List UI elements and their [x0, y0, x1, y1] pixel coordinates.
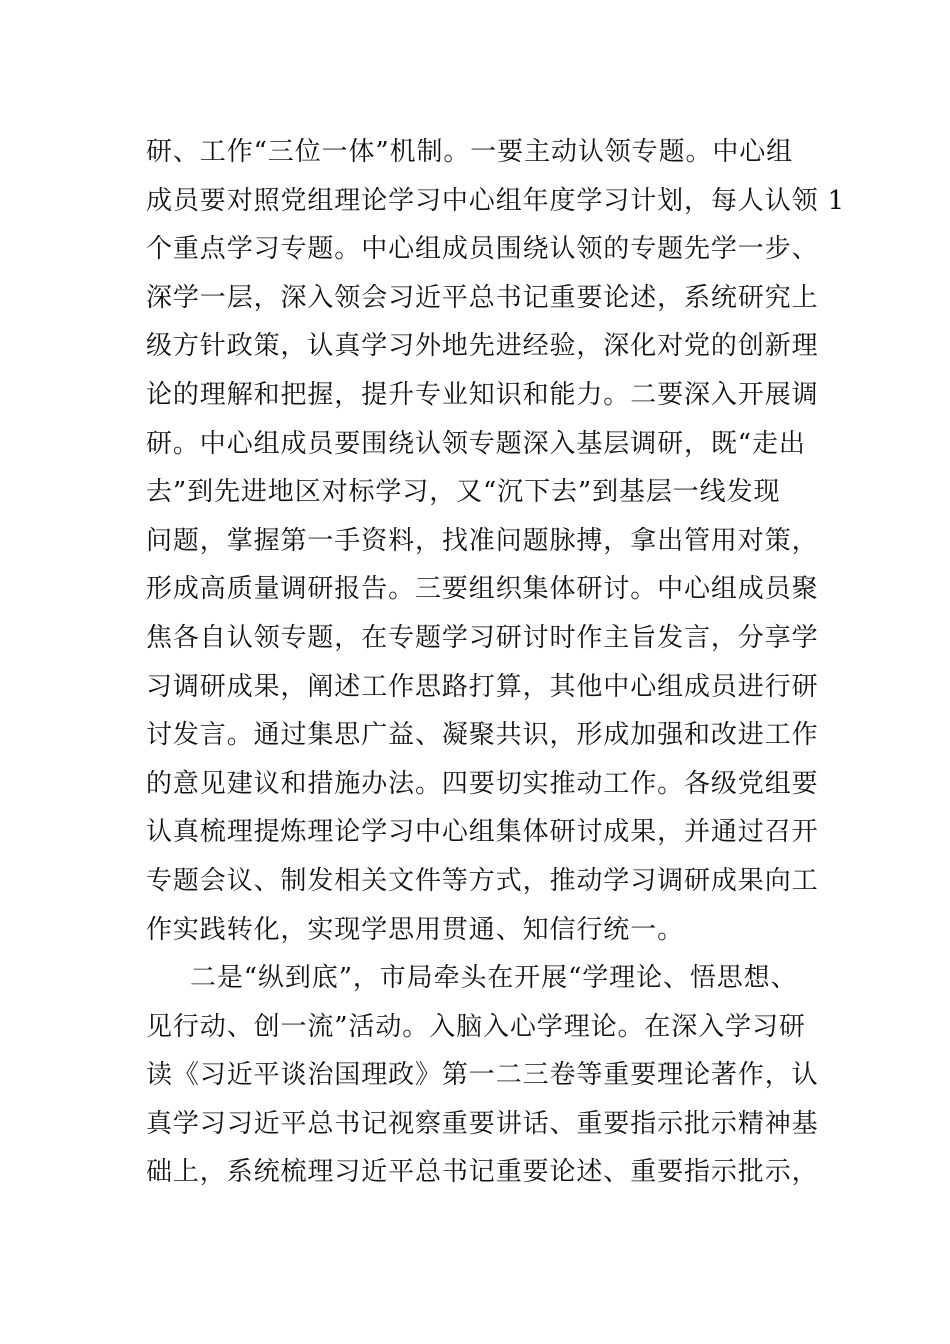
text-line: 见行动、创一流”活动。入脑入心学理论。在深入学习研	[146, 1011, 806, 1042]
text-line: 焦各自认领专题，在专题学习研讨时作主旨发言，分享学	[146, 622, 819, 653]
text-line: 形成高质量调研报告。三要组织集体研讨。中心组成员聚	[146, 574, 819, 605]
text-line: 读《习近平谈治国理政》第一二三卷等重要理论著作，认	[146, 1060, 819, 1091]
text-line: 深学一层，深入领会习近平总书记重要论述，系统研究上	[146, 282, 819, 313]
body-text	[146, 128, 846, 1197]
text-line: 研、工作“三位一体”机制。一要主动认领专题。中心组	[146, 137, 794, 167]
text-line: 专题会议、制发相关文件等方式，推动学习调研成果向工	[146, 865, 819, 896]
text-line: 问题，掌握第一手资料，找准问题脉搏，拿出管用对策，	[146, 525, 819, 556]
text-line: 论的理解和把握，提升专业知识和能力。二要深入开展调	[146, 379, 819, 410]
text-line: 的意见建议和措施办法。四要切实推动工作。各级党组要	[146, 768, 819, 799]
text-line: 讨发言。通过集思广益、凝聚共识，形成加强和改进工作	[146, 720, 819, 751]
text-line: 研。中心组成员要围绕认领专题深入基层调研，既“走出	[146, 428, 806, 459]
text-line: 成员要对照党组理论学习中心组年度学习计划，每人认领 1	[146, 185, 846, 216]
text-line: 个重点学习专题。中心组成员围绕认领的专题先学一步、	[146, 234, 819, 265]
text-line: 级方针政策，认真学习外地先进经验，深化对党的创新理	[146, 331, 819, 362]
paragraph-first-line: 二是“纵到底”，市局牵头在开展“学理论、悟思想、	[190, 963, 798, 994]
text-line: 础上，系统梳理习近平总书记重要论述、重要指示批示，	[146, 1157, 819, 1188]
text-line: 认真梳理提炼理论学习中心组集体研讨成果，并通过召开	[146, 817, 819, 848]
text-line: 去”到先进地区对标学习，又“沉下去”到基层一线发现	[146, 477, 781, 508]
text-line: 作实践转化，实现学思用贯通、知信行统一。	[146, 914, 685, 945]
text-line: 习调研成果，阐述工作思路打算，其他中心组成员进行研	[146, 671, 819, 702]
text-line: 真学习习近平总书记视察重要讲话、重要指示批示精神基	[146, 1108, 819, 1139]
